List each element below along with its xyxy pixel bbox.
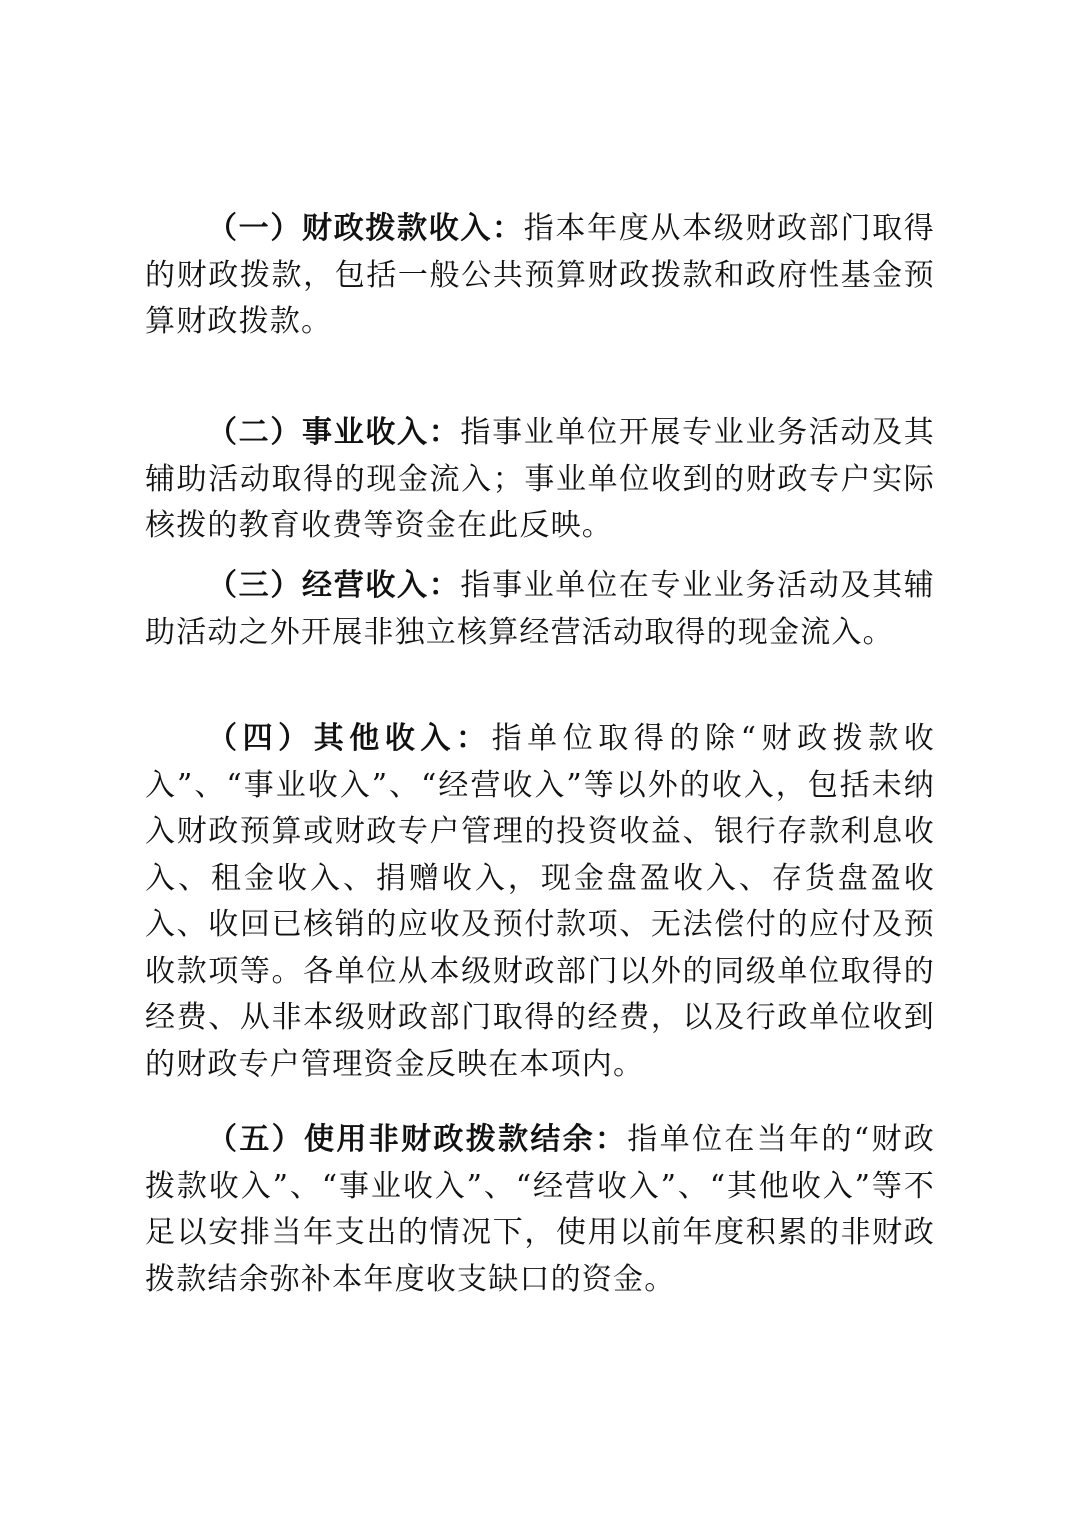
paragraph-business-income [145, 410, 935, 550]
paragraph-operating-income [145, 563, 935, 656]
paragraph-non-fiscal-surplus-usage [145, 1117, 935, 1303]
paragraph-term: （四）其他收入： [207, 721, 492, 756]
paragraph-fiscal-appropriation-income [145, 206, 935, 346]
paragraph-body: 指本年度从本级财政部门取得的财政拨款，包括一般公共预算财政拨款和政府性基金预算财政拨款。 [145, 211, 936, 339]
paragraph-body: 指单位在当年的“财政拨款收入”、“事业收入”、“经营收入”、“其他收入”等不足以安排当年支出的情况下，使用以前年度积累的非财政拨款结余弥补本年度收支缺口的资金。 [145, 1122, 935, 1297]
paragraph-other-income [145, 716, 935, 1088]
paragraph-body: 指单位取得的除“财政拨款收入”、“事业收入”、“经营收入”等以外的收入，包括未纳入财政预算或财政专户管理的投资收益、银行存款利息收入、租金收入、捐赠收入，现金盘盈收入、存货盘盈收入、收回已核销的应收及预付款项、无法偿付的应付及预收款项等。各单位从本级财政部门以外的同级单位取得的经费、从非本级财政部门取得的经费，以及行政单位收到的财政专户管理资金反映在本项内。 [145, 721, 936, 1082]
paragraph-term: （一）财政拨款收入： [207, 211, 524, 246]
paragraph-body: 指事业单位在专业业务活动及其辅助活动之外开展非独立核算经营活动取得的现金流入。 [145, 568, 936, 650]
paragraph-term: （五）使用非财政拨款结余： [207, 1122, 628, 1157]
paragraph-body: 指事业单位开展专业业务活动及其辅助活动取得的现金流入；事业单位收到的财政专户实际核拨的教育收费等资金在此反映。 [145, 415, 936, 543]
paragraph-term: （二）事业收入： [207, 415, 461, 450]
paragraph-term: （三）经营收入： [207, 568, 461, 603]
